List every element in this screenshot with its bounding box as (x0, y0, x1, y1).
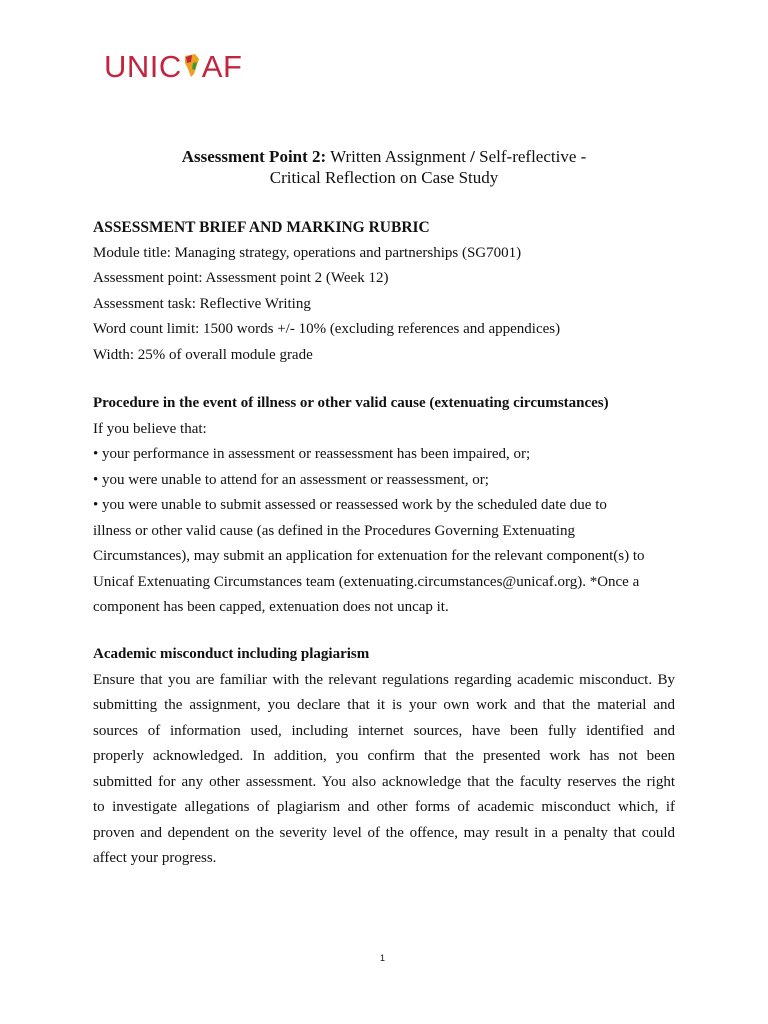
title-part1b: Self-reflective - (474, 147, 587, 166)
logo-text-a: UNIC (104, 49, 182, 84)
misconduct-line: properly acknowledged. In addition, you confirm that the presented work has not been (93, 748, 675, 764)
misconduct-line: proven and dependent on the severity level of the offence, may result in a penalty that could (93, 824, 675, 841)
misconduct-line: submitted for any other assessment. You also acknowledge that the faculty reserves the right (93, 773, 675, 790)
grade-width: Width: 25% of overall module grade (93, 346, 313, 363)
logo-text-b: AF (201, 49, 243, 84)
misconduct-line: affect your progress. (93, 850, 217, 866)
page-number: 1 (380, 953, 386, 963)
document-title (93, 146, 675, 188)
misconduct-line: Ensure that you are familiar with the relevant regulations regarding academic misconduct. By (93, 671, 675, 688)
misconduct-line: submitting the assignment, you declare that it is your own work and that the material and (93, 697, 675, 713)
procedure-line: If you believe that: (93, 420, 207, 437)
misconduct-heading: Academic misconduct including plagiarism (93, 646, 370, 662)
assessment-brief-section (93, 215, 675, 368)
brief-heading: ASSESSMENT BRIEF AND MARKING RUBRIC (93, 219, 430, 236)
title-part1a: Written Assignment (326, 147, 471, 166)
title-prefix: Assessment Point 2: (181, 147, 327, 166)
procedure-line: • you were unable to submit assessed or reassessed work by the scheduled date due to (93, 497, 607, 513)
misconduct-line: to investigate allegations of plagiarism and other forms of academic misconduct which, if (93, 799, 675, 815)
procedure-heading: Procedure in the event of illness or other valid cause (extenuating circumstances) (93, 395, 609, 411)
title-slash: / (470, 147, 475, 166)
procedure-line: • you were unable to attend for an assessment or reassessment, or; (93, 471, 489, 488)
misconduct-line: sources of information used, including internet sources, have been fully identified and (93, 722, 675, 739)
procedure-line: Unicaf Extenuating Circumstances team (extenuating.circumstances@unicaf.org). *Once a (93, 573, 640, 590)
unicaf-logo (104, 50, 242, 84)
assessment-point: Assessment point: Assessment point 2 (Week 12) (93, 270, 389, 286)
africa-logo-icon (182, 50, 202, 80)
procedure-line: component has been capped, extenuation does not uncap it. (93, 599, 449, 615)
procedure-line: • your performance in assessment or reassessment has been impaired, or; (93, 446, 531, 462)
word-count: Word count limit: 1500 words +/- 10% (excluding references and appendices) (93, 321, 561, 337)
title-line2: Critical Reflection on Case Study (269, 168, 499, 187)
procedure-section (93, 391, 675, 621)
assessment-task: Assessment task: Reflective Writing (93, 295, 311, 312)
procedure-line: illness or other valid cause (as defined in the Procedures Governing Extenuating (93, 522, 575, 539)
module-title: Module title: Managing strategy, operations and partnerships (SG7001) (93, 244, 522, 261)
misconduct-section (93, 642, 675, 872)
procedure-line: Circumstances), may submit an application for extenuation for the relevant component(s) to (93, 548, 645, 564)
